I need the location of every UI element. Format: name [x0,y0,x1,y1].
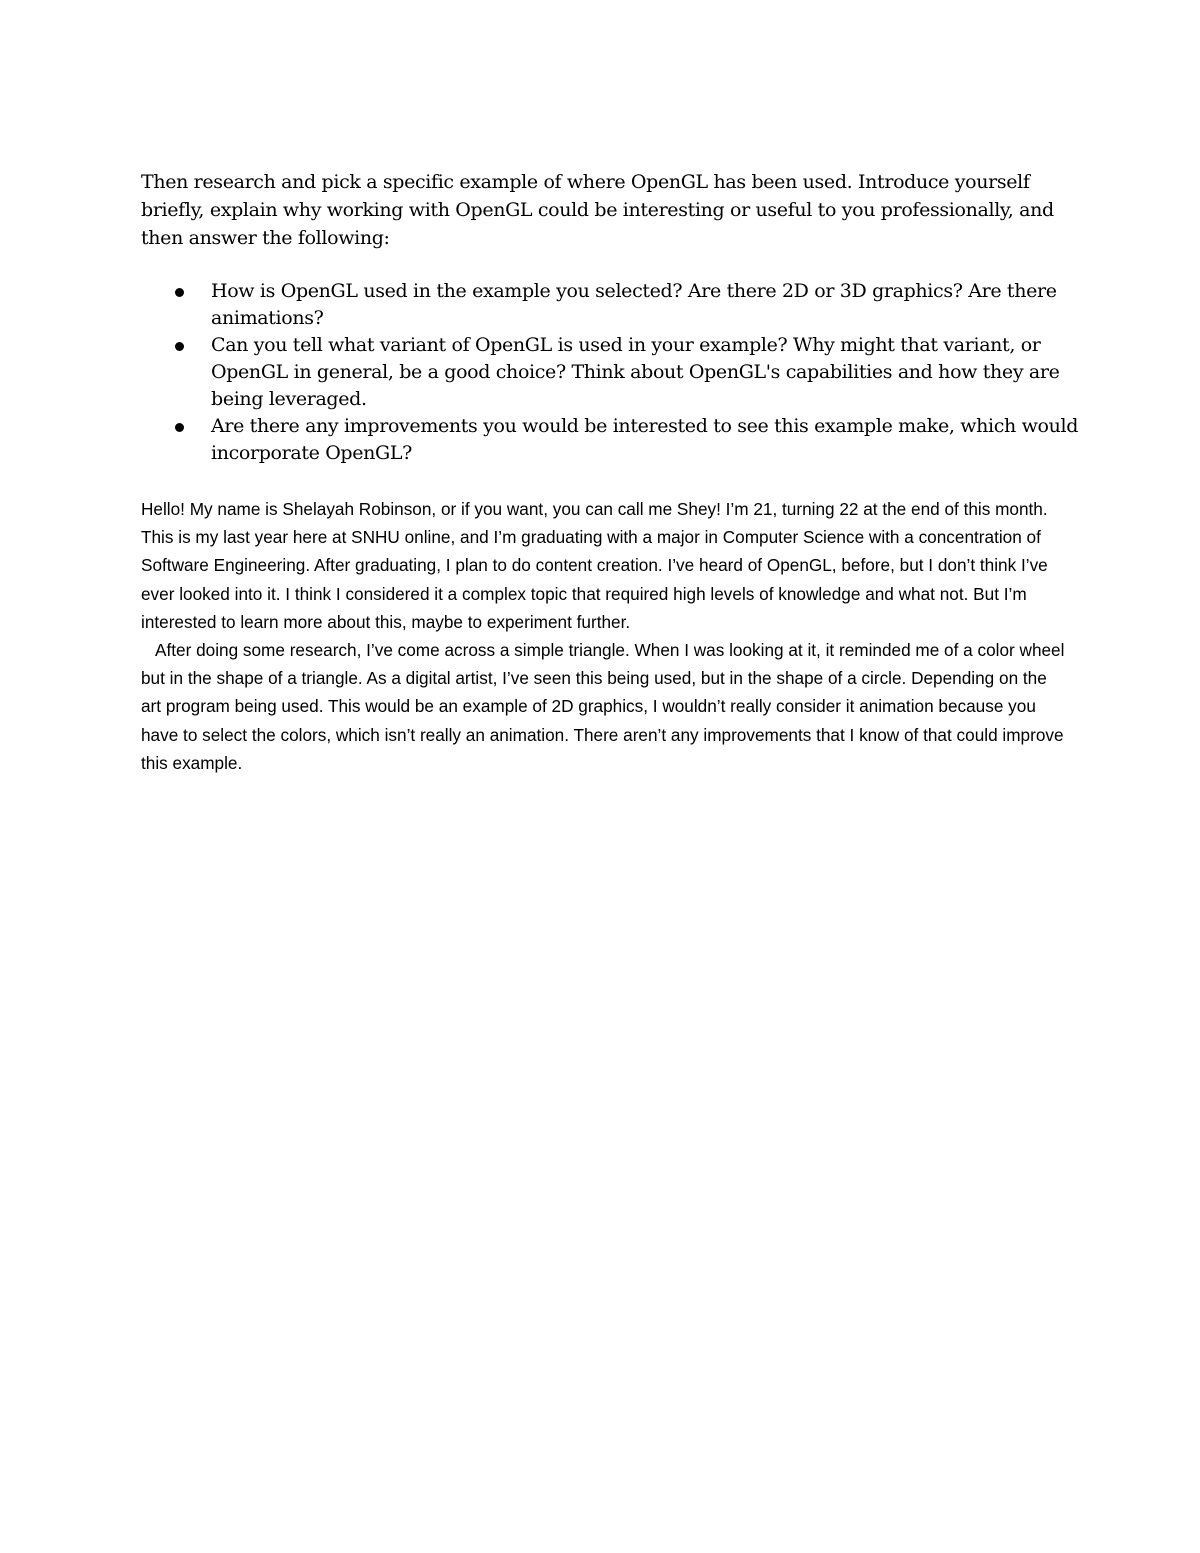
question-text: Are there any improvements you would be interested to see this example make, which would incorporate OpenGL? [211,415,1079,464]
question-list [141,278,1081,467]
bullet-icon [175,288,184,297]
list-item [141,413,1081,467]
question-text: How is OpenGL used in the example you selected? Are there 2D or 3D graphics? Are there animations? [211,280,1057,329]
response-paragraph-example: After doing some research, I’ve come across a simple triangle. When I was looking at it, it reminded me of a color wheel but in the shape of a triangle. As a digital artist, I’ve seen this being used, but in the shape of a circle. Depending on the art program being used. This would be an example of 2D graphics, I wouldn’t really consider it animation because you have to select the colors, which isn’t really an animation. There aren’t any improvements that I know of that could improve this example. [141,640,1065,773]
bullet-icon [175,423,184,432]
student-response [141,495,1071,777]
list-item [141,332,1081,413]
bullet-icon [175,342,184,351]
question-text: Can you tell what variant of OpenGL is used in your example? Why might that variant, or OpenGL in general, be a good choice? Think about OpenGL's capabilities and how they are being leveraged. [211,334,1060,410]
list-item [141,278,1081,332]
prompt-intro-paragraph: Then research and pick a specific example of where OpenGL has been used. Introduce yourself briefly, explain why working with OpenGL could be interesting or useful to you professionally, and then answer the following: [141,171,1054,249]
response-paragraph-introduction: Hello! My name is Shelayah Robinson, or if you want, you can call me Shey! I’m 21, turning 22 at the end of this month. This is my last year here at SNHU online, and I’m graduating with a major in Computer Science with a concentration of Software Engineering. After graduating, I plan to do content creation. I’ve heard of OpenGL, before, but I don’t think I’ve ever looked into it. I think I considered it a complex topic that required high levels of knowledge and what not. But I’m interested to learn more about this, maybe to experiment further. [141,499,1048,632]
